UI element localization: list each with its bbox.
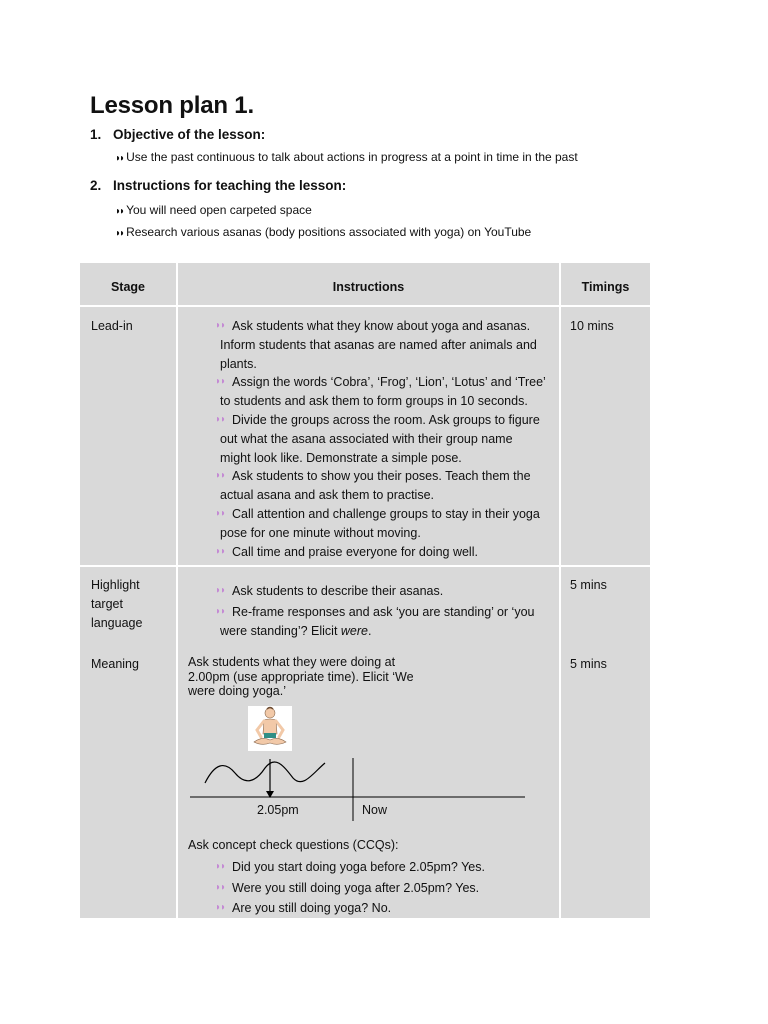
list-item [215,411,555,467]
list-item [215,857,555,878]
intro-line: were doing yoga.’ [188,684,286,698]
item-line: plants. [220,356,257,371]
bullet-icon: ◗◗ [215,413,226,425]
bullet-icon: ◗◗ [215,585,226,596]
list-item [215,543,555,562]
timing-highlight: 5 mins [570,578,607,592]
bullet-icon: ◗◗ [215,881,226,893]
section-heading-text: Objective of the lesson: [113,127,266,142]
item-line: Call attention and challenge groups to stay in their yoga [232,506,540,521]
item-line: Were you still doing yoga after 2.05pm? Yes. [232,880,480,895]
page-title: Lesson plan 1. [90,92,254,119]
item-line: might look like. Demonstrate a simple pose. [220,450,462,465]
ccq-heading: Ask concept check questions (CCQs): [188,838,399,852]
list-item [215,898,555,919]
item-line: Call time and praise everyone for doing well. [232,544,478,559]
table-divider [559,263,561,918]
bullet-icon: ◗◗ [215,376,226,388]
instructions-bullet [115,225,531,239]
leadin-instructions [215,317,555,561]
intro-line: 2.00pm (use appropriate time). Elicit ‘We [188,669,414,684]
bullet-icon: ◗◗ [215,861,226,872]
timeline-label-past: 2.05pm [257,803,299,817]
bullet-icon: ◗◗ [115,206,124,217]
instructions-bullet [115,203,312,217]
timing-leadin: 10 mins [570,319,614,333]
item-line: out what the asana associated with their group name [220,431,513,446]
list-item [215,603,555,641]
item-line: Assign the words ‘Cobra’, ‘Frog’, ‘Lion’, ‘Lotus’ and ‘Tree’ [232,375,546,390]
item-line: to students and ask them to form groups in 10 seconds. [220,394,528,409]
timeline-wave [205,762,325,783]
header-instructions: Instructions [332,280,405,294]
bullet-icon: ◗◗ [215,320,226,331]
list-item [215,467,555,505]
stage-line: target [91,596,123,611]
bullet-icon: ◗◗ [215,545,226,557]
objective-bullet [115,150,578,164]
lesson-table [80,263,650,918]
bullet-icon: ◗◗ [115,153,124,164]
ccq-list [215,857,555,919]
item-text: were standing’? Elicit [220,623,341,638]
bullet-icon: ◗◗ [115,228,124,239]
timing-meaning: 5 mins [570,657,607,671]
list-item [215,878,555,899]
bullet-text: You will need open carpeted space [126,203,312,217]
stage-meaning: Meaning [91,657,139,671]
table-divider [176,263,178,918]
intro-line: Ask students what they were doing at [188,655,396,669]
item-text: . [368,623,372,638]
item-line: Re-frame responses and ask ‘you are standing’ or ‘you [232,604,535,619]
header-timings: Timings [581,280,630,294]
item-line: pose for one minute without moving. [220,525,421,540]
section-instructions-heading [90,178,346,193]
item-line [220,622,555,641]
highlight-instructions [215,582,555,640]
table-divider [80,565,650,567]
item-line: actual asana and ask them to practise. [220,488,435,503]
meaning-intro [188,655,438,699]
section-number: 1. [90,127,102,142]
timeline-label-now: Now [362,803,388,817]
item-line: Divide the groups across the room. Ask groups to figure [232,412,540,427]
stage-highlight [91,576,142,632]
section-heading-text: Instructions for teaching the lesson: [113,178,347,193]
item-line: Inform students that asanas are named after animals and [220,337,537,352]
section-objective-heading [90,127,265,142]
bullet-icon: ◗◗ [215,902,226,913]
bullet-icon: ◗◗ [215,470,226,482]
item-line: Ask students to describe their asanas. [232,584,444,598]
item-emphasis: were [340,623,368,638]
yoga-figure-icon [248,706,292,751]
item-line: Are you still doing yoga? No. [232,901,392,915]
bullet-icon: ◗◗ [215,605,226,617]
list-item [215,373,555,411]
stage-line: Highlight [91,578,140,592]
bullet-text: Use the past continuous to talk about actions in progress at a point in time in the past [126,150,578,164]
section-number: 2. [90,178,102,193]
item-line: Ask students what they know about yoga and asanas. [232,319,531,333]
header-stage: Stage [110,280,146,294]
stage-leadin: Lead-in [91,319,133,333]
list-item [215,505,555,543]
list-item [215,317,555,373]
list-item [215,582,555,601]
timeline-diagram [188,753,528,823]
bullet-icon: ◗◗ [215,507,226,519]
stage-line: language [91,615,143,630]
item-line: Ask students to show you their poses. Teach them the [232,469,531,484]
bullet-text: Research various asanas (body positions associated with yoga) on YouTube [126,225,532,239]
table-divider [80,305,650,307]
item-line: Did you start doing yoga before 2.05pm? Yes. [232,860,485,874]
